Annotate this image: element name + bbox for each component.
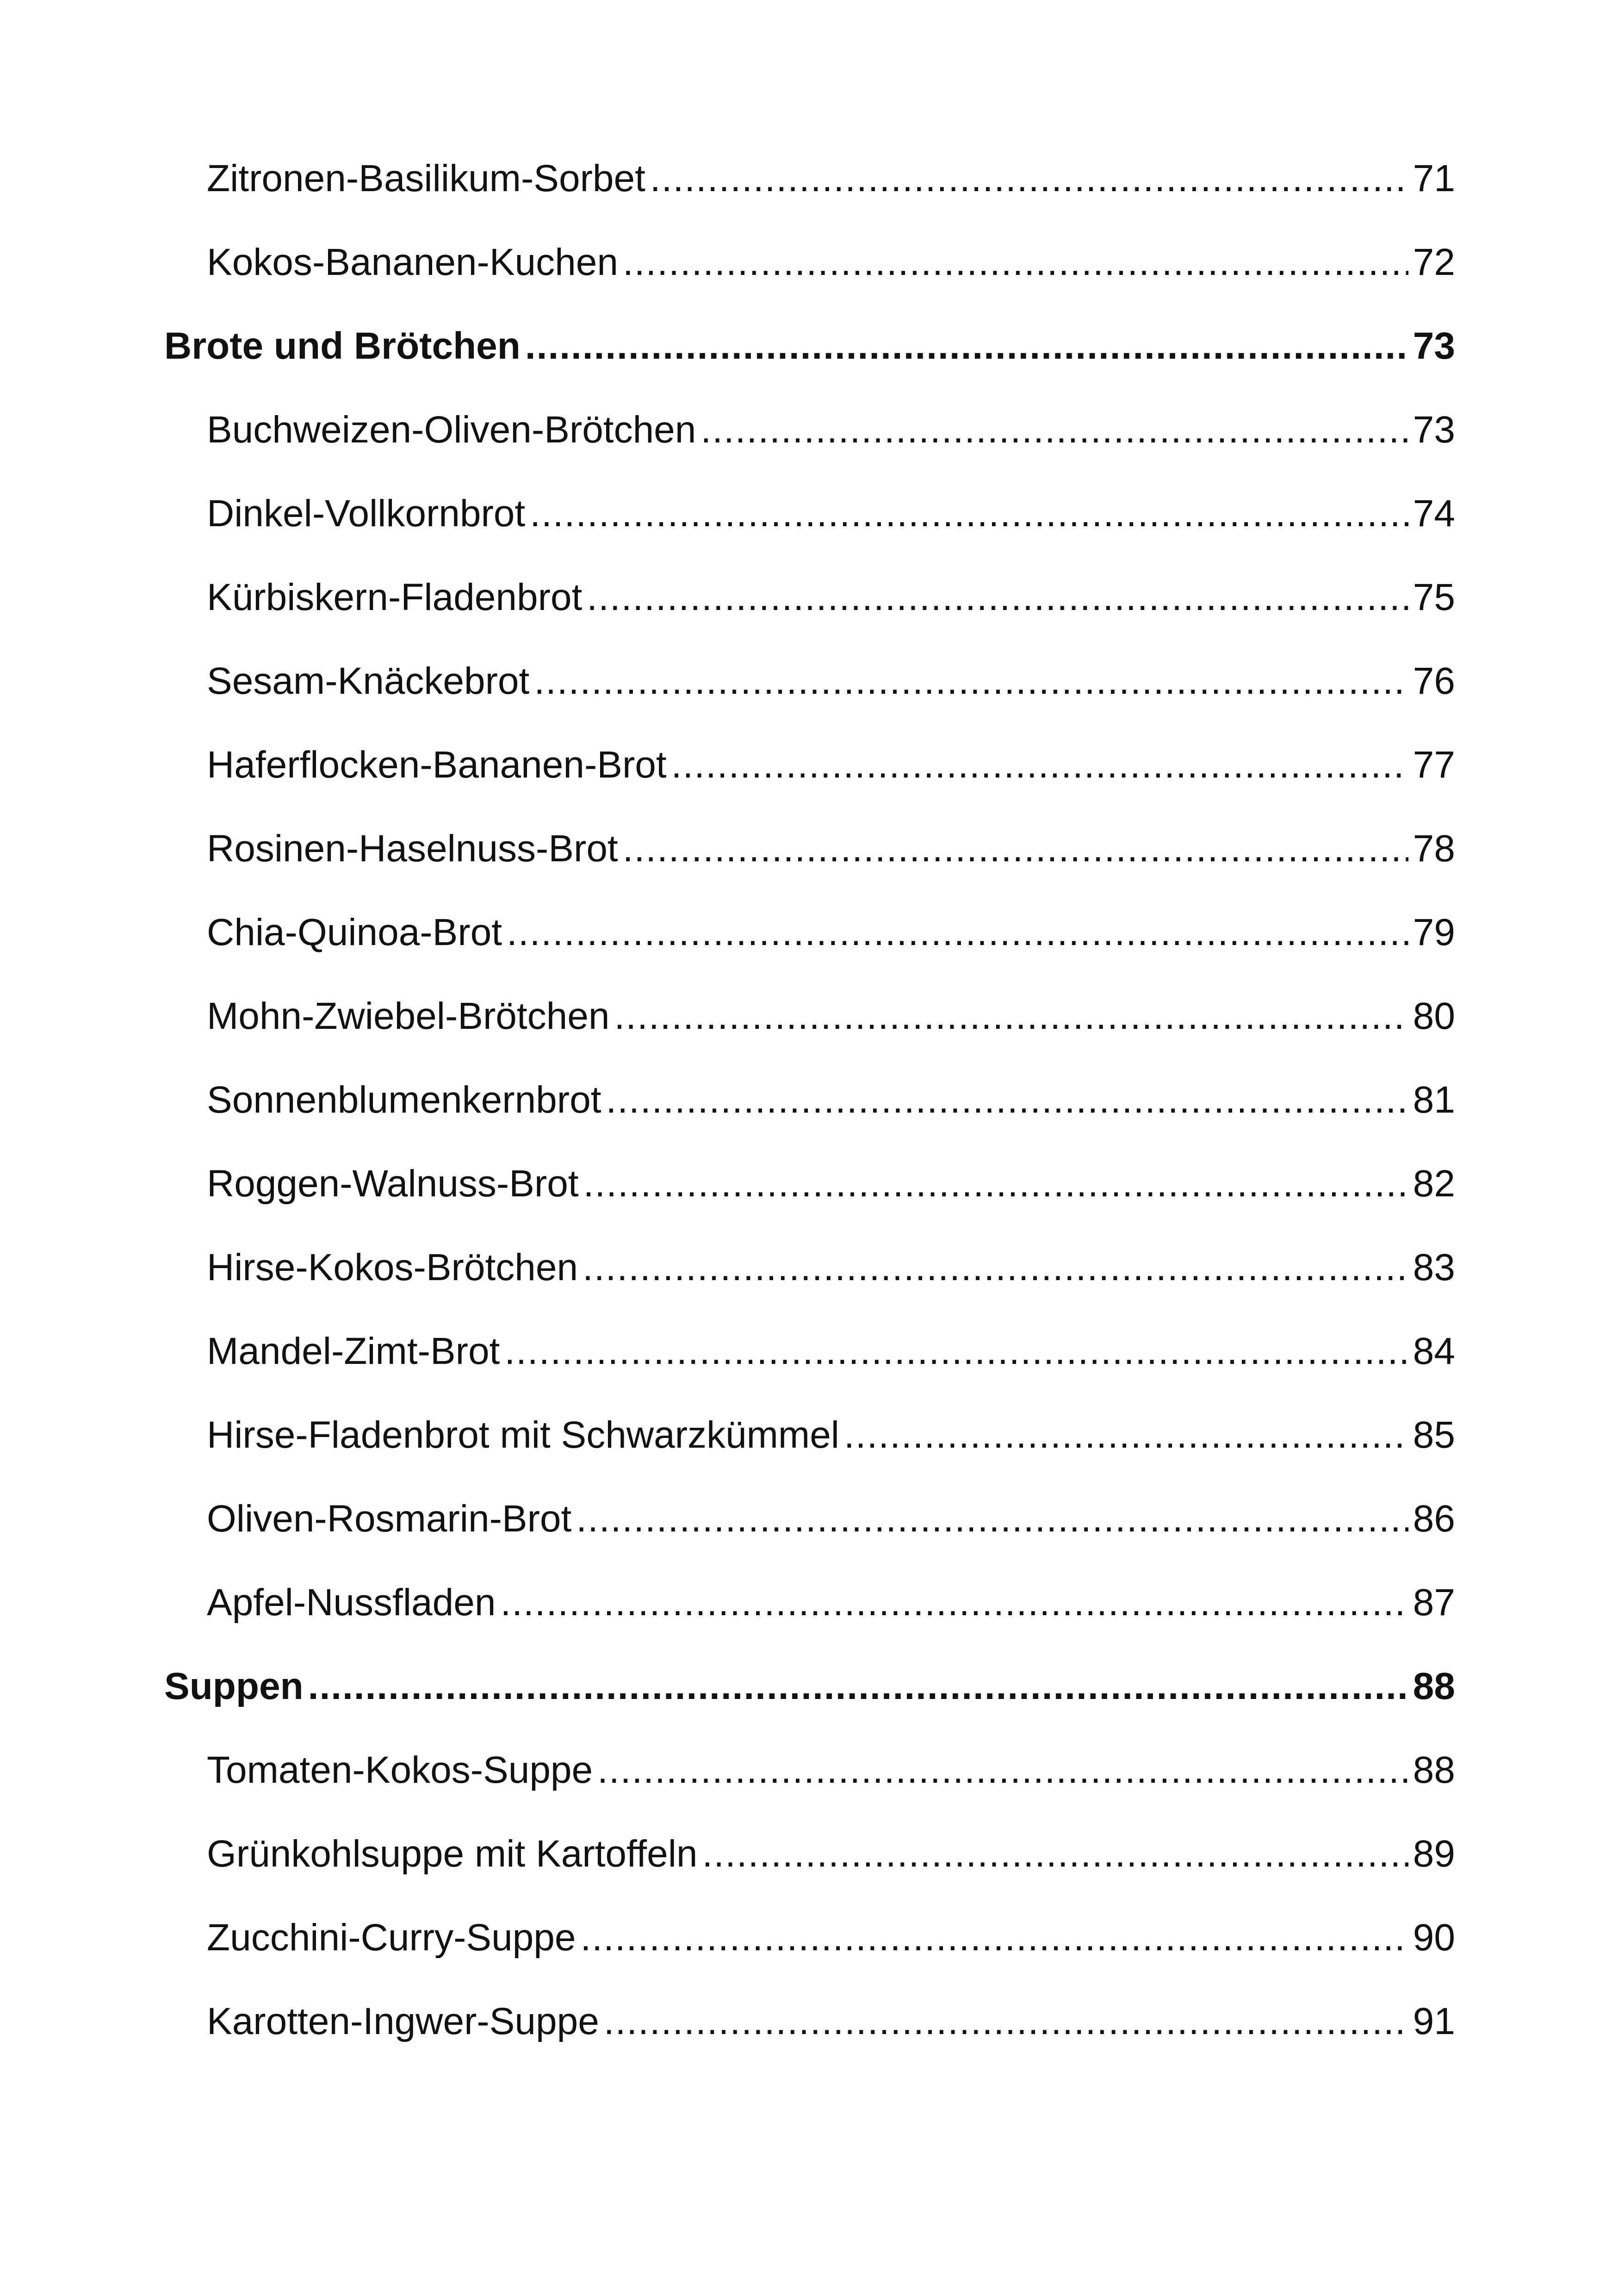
toc-entry[interactable] — [164, 1835, 1455, 1919]
dot-leader — [623, 243, 1408, 281]
dot-leader — [701, 411, 1408, 449]
dot-leader — [308, 1668, 1408, 1705]
toc-entry[interactable] — [164, 1165, 1455, 1249]
toc-entry-page-number: 73 — [1413, 411, 1455, 451]
toc-entry[interactable] — [164, 746, 1455, 830]
dot-leader — [614, 997, 1408, 1035]
dot-leader — [606, 1081, 1408, 1119]
dot-leader — [581, 1919, 1408, 1957]
toc-entry-page-number: 90 — [1413, 1919, 1455, 1959]
toc-entry[interactable] — [164, 1584, 1455, 1668]
toc-entry-title: Tomaten-Kokos-Suppe — [207, 1751, 593, 1791]
dot-leader — [597, 1751, 1408, 1789]
dot-leader — [702, 1835, 1408, 1873]
toc-entry-title: Grünkohlsuppe mit Kartoffeln — [207, 1835, 698, 1875]
toc-entry-page-number: 80 — [1413, 997, 1455, 1037]
toc-entry-page-number: 76 — [1413, 662, 1455, 702]
dot-leader — [507, 914, 1408, 952]
dot-leader — [671, 746, 1408, 784]
toc-entry[interactable] — [164, 1081, 1455, 1165]
dot-leader — [583, 1165, 1408, 1203]
toc-entry-page-number: 87 — [1413, 1584, 1455, 1624]
toc-entry-title: Haferflocken-Bananen-Brot — [207, 746, 667, 786]
toc-entry-page-number: 89 — [1413, 1835, 1455, 1875]
toc-entry-title: Mandel-Zimt-Brot — [207, 1332, 500, 1372]
toc-entry-page-number: 85 — [1413, 1416, 1455, 1456]
toc-entry-page-number: 75 — [1413, 579, 1455, 618]
dot-leader — [504, 1332, 1408, 1370]
toc-entry-title: Dinkel-Vollkornbrot — [207, 495, 526, 535]
dot-leader — [844, 1416, 1408, 1454]
dot-leader — [500, 1584, 1408, 1622]
toc-entry[interactable] — [164, 1751, 1455, 1835]
dot-leader — [530, 495, 1408, 533]
toc-entry[interactable] — [164, 160, 1455, 243]
toc-entry-title: Oliven-Rosmarin-Brot — [207, 1500, 572, 1540]
dot-leader — [650, 160, 1408, 198]
toc-entry[interactable] — [164, 411, 1455, 495]
toc-entry[interactable] — [164, 1919, 1455, 2003]
toc-entry-title: Buchweizen-Oliven-Brötchen — [207, 411, 696, 451]
toc-entry-page-number: 72 — [1413, 243, 1455, 283]
toc-entry-page-number: 73 — [1413, 327, 1455, 367]
toc-entry-title: Zitronen-Basilikum-Sorbet — [207, 160, 645, 199]
dot-leader — [623, 830, 1408, 868]
toc-entry-title: Sesam-Knäckebrot — [207, 662, 530, 702]
toc-entry[interactable] — [164, 1332, 1455, 1416]
dot-leader — [576, 1500, 1408, 1538]
toc-entry-title: Hirse-Fladenbrot mit Schwarzkümmel — [207, 1416, 840, 1456]
toc-entry-page-number: 71 — [1413, 160, 1455, 199]
toc-entry-page-number: 88 — [1413, 1751, 1455, 1791]
toc-entry[interactable] — [164, 830, 1455, 914]
toc-entry-title: Mohn-Zwiebel-Brötchen — [207, 997, 610, 1037]
toc-section-entry[interactable] — [164, 1668, 1455, 1751]
toc-entry-title: Apfel-Nussfladen — [207, 1584, 496, 1624]
toc-entry[interactable] — [164, 2003, 1455, 2086]
toc-entry-title: Suppen — [164, 1668, 304, 1707]
toc-entry[interactable] — [164, 495, 1455, 579]
toc-entry[interactable] — [164, 662, 1455, 746]
toc-entry-page-number: 84 — [1413, 1332, 1455, 1372]
toc-entry-page-number: 81 — [1413, 1081, 1455, 1121]
toc-entry-title: Rosinen-Haselnuss-Brot — [207, 830, 618, 870]
toc-entry-page-number: 78 — [1413, 830, 1455, 870]
toc-entry-title: Sonnenblumenkernbrot — [207, 1081, 601, 1121]
toc-entry-title: Hirse-Kokos-Brötchen — [207, 1249, 578, 1288]
toc-entry[interactable] — [164, 1500, 1455, 1584]
dot-leader — [587, 579, 1408, 616]
toc-entry[interactable] — [164, 914, 1455, 997]
toc-entry-page-number: 77 — [1413, 746, 1455, 786]
toc-entry-page-number: 74 — [1413, 495, 1455, 535]
toc-entry-page-number: 83 — [1413, 1249, 1455, 1288]
toc-entry-title: Kokos-Bananen-Kuchen — [207, 243, 618, 283]
toc-entry-title: Brote und Brötchen — [164, 327, 521, 367]
toc-entry-page-number: 91 — [1413, 2003, 1455, 2042]
dot-leader — [534, 662, 1408, 700]
toc-entry[interactable] — [164, 579, 1455, 662]
dot-leader — [583, 1249, 1408, 1287]
toc-entry-title: Roggen-Walnuss-Brot — [207, 1165, 579, 1205]
toc-entry-title: Zucchini-Curry-Suppe — [207, 1919, 576, 1959]
toc-entry[interactable] — [164, 997, 1455, 1081]
dot-leader — [525, 327, 1408, 365]
table-of-contents — [164, 160, 1455, 2086]
toc-entry-page-number: 88 — [1413, 1668, 1455, 1707]
dot-leader — [604, 2003, 1408, 2041]
toc-entry[interactable] — [164, 1249, 1455, 1332]
toc-entry-page-number: 82 — [1413, 1165, 1455, 1205]
toc-entry-title: Karotten-Ingwer-Suppe — [207, 2003, 599, 2042]
toc-entry[interactable] — [164, 1416, 1455, 1500]
toc-entry-title: Kürbiskern-Fladenbrot — [207, 579, 583, 618]
toc-section-entry[interactable] — [164, 327, 1455, 411]
toc-entry-title: Chia-Quinoa-Brot — [207, 914, 502, 953]
toc-entry[interactable] — [164, 243, 1455, 327]
toc-entry-page-number: 86 — [1413, 1500, 1455, 1540]
toc-entry-page-number: 79 — [1413, 914, 1455, 953]
